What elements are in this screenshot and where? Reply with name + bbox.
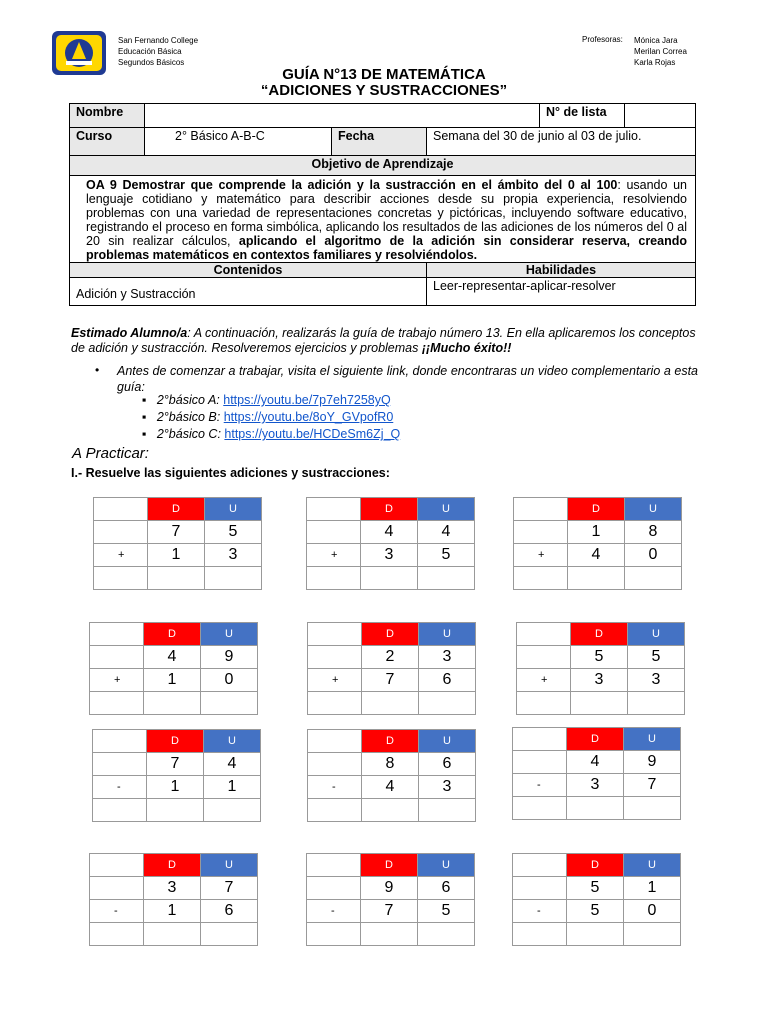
grid-blank [513,877,567,900]
top-tens: 7 [148,521,205,544]
units-header: U [205,498,262,521]
grid-corner [94,498,148,521]
link-row-b: ▪ 2°básico B: https://youtu.be/8oY_GVpofR0 [142,410,394,424]
info-table [69,103,696,306]
top-tens: 5 [567,877,624,900]
teachers-list [634,35,687,68]
top-tens: 3 [144,877,201,900]
grid-blank [93,753,147,776]
units-header: U [624,854,681,877]
tens-header: D [567,728,624,751]
grid-blank [308,646,362,669]
bottom-tens: 3 [567,774,624,797]
top-tens: 7 [147,753,204,776]
fecha-value: Semana del 30 de junio al 03 de julio. [427,128,696,156]
units-header: U [419,623,476,646]
top-units: 4 [418,521,475,544]
bottom-tens: 1 [147,776,204,799]
operator-sign: + [517,669,571,692]
contenidos-value: Adición y Sustracción [70,278,427,306]
link-label-b: 2°básico B: [156,410,221,424]
page-subtitle: “ADICIONES Y SUSTRACCIONES” [260,82,508,99]
bullet-text: Antes de comenzar a trabajar, visita el siguiente link, donde encontraras un video complementario a esta guía: [117,364,698,394]
top-units: 6 [418,877,475,900]
tens-header: D [362,730,419,753]
grid-corner [517,623,571,646]
units-header: U [624,728,681,751]
answer-tens[interactable] [144,692,201,715]
answer-blank [514,567,568,590]
top-units: 6 [419,753,476,776]
answer-blank [308,692,362,715]
tens-header: D [571,623,628,646]
grid-blank [308,753,362,776]
bottom-tens: 4 [362,776,419,799]
answer-units[interactable] [624,797,681,820]
top-tens: 4 [144,646,201,669]
answer-units[interactable] [205,567,262,590]
exercise-grid [307,622,476,715]
top-units: 8 [625,521,682,544]
tens-header: D [361,498,418,521]
bottom-units: 0 [624,900,681,923]
top-tens: 9 [361,877,418,900]
operator-sign: - [513,900,567,923]
answer-units[interactable] [418,567,475,590]
grid-blank [517,646,571,669]
tens-header: D [362,623,419,646]
operator-sign: - [90,900,144,923]
answer-tens[interactable] [148,567,205,590]
bottom-units: 1 [204,776,261,799]
bottom-units: 0 [625,544,682,567]
grid-corner [90,623,144,646]
practice-heading: A Practicar: [72,445,149,462]
curso-label: Curso [70,128,145,156]
teacher-1: Mónica Jara [634,36,678,45]
exercise-grid [89,853,258,946]
answer-units[interactable] [418,923,475,946]
answer-tens[interactable] [361,567,418,590]
bottom-units: 7 [624,774,681,797]
link-row-c: ▪ 2°básico C: https://youtu.be/HCDeSm6Zj_Q [142,427,401,441]
school-grade: Segundos Básicos [118,58,185,67]
units-header: U [201,623,258,646]
exercise-grid [306,853,475,946]
practice-instruction: I.- Resuelve las siguientes adiciones y sustracciones: [71,466,390,480]
units-header: U [419,730,476,753]
link-label-a: 2°básico A: [156,393,220,407]
nombre-field[interactable] [145,104,540,128]
answer-blank [307,567,361,590]
exercise-grid [307,729,476,822]
units-header: U [204,730,261,753]
estimado-label: Estimado Alumno/a [71,326,188,340]
link-c[interactable]: https://youtu.be/HCDeSm6Zj_Q [224,427,401,441]
answer-blank [513,923,567,946]
contenidos-label: Contenidos [70,263,427,278]
answer-tens[interactable] [567,797,624,820]
grid-corner [307,498,361,521]
operator-sign: + [307,544,361,567]
bottom-tens: 7 [362,669,419,692]
teacher-2: Merilan Correa [634,47,687,56]
answer-units[interactable] [628,692,685,715]
fecha-label: Fecha [332,128,427,156]
link-a[interactable]: https://youtu.be/7p7eh7258yQ [223,393,391,407]
teachers-label: Profesoras: [582,35,623,44]
lista-field[interactable] [625,104,696,128]
school-level: Educación Básica [118,47,182,56]
operator-sign: + [308,669,362,692]
top-units: 5 [628,646,685,669]
operator-sign: + [514,544,568,567]
bottom-tens: 5 [567,900,624,923]
bottom-units: 3 [628,669,685,692]
units-header: U [201,854,258,877]
exercise-grid [516,622,685,715]
top-units: 9 [201,646,258,669]
grid-blank [307,877,361,900]
answer-blank [94,567,148,590]
bottom-tens: 3 [361,544,418,567]
grid-corner [308,623,362,646]
grid-corner [90,854,144,877]
answer-tens[interactable] [362,692,419,715]
top-units: 5 [205,521,262,544]
units-header: U [628,623,685,646]
exercise-grid [93,497,262,590]
answer-units[interactable] [201,923,258,946]
top-tens: 2 [362,646,419,669]
oa-bold-1: OA 9 Demostrar que comprende la adición y la sustracción en el ámbito del 0 al 100 [86,178,618,192]
link-b[interactable]: https://youtu.be/8oY_GVpofR0 [223,410,394,424]
grid-corner [307,854,361,877]
answer-units[interactable] [625,567,682,590]
answer-blank [90,692,144,715]
answer-blank [513,797,567,820]
tens-header: D [568,498,625,521]
objetivo-label: Objetivo de Aprendizaje [70,156,696,176]
tens-header: D [567,854,624,877]
answer-units[interactable] [419,799,476,822]
bottom-units: 3 [205,544,262,567]
operator-sign: + [90,669,144,692]
tens-header: D [148,498,205,521]
top-units: 1 [624,877,681,900]
operator-sign: - [513,774,567,797]
answer-tens[interactable] [567,923,624,946]
tens-header: D [147,730,204,753]
bottom-units: 0 [201,669,258,692]
bottom-tens: 1 [144,669,201,692]
exercise-grid [512,727,681,820]
oa-bold-2: aplicando el algoritmo de la adición sin considerar reserva, creando problemas matemáticos en contextos familiares y resolviéndolos. [86,234,687,262]
link-row-a: ▪ 2°básico A: https://youtu.be/7p7eh7258yQ [142,393,391,407]
grid-blank [90,646,144,669]
exercise-grid [512,853,681,946]
answer-units[interactable] [201,692,258,715]
operator-sign: + [94,544,148,567]
bottom-tens: 3 [571,669,628,692]
link-label-c: 2°básico C: [156,427,221,441]
objetivo-text [70,176,696,263]
school-name: San Fernando College [118,36,199,45]
units-header: U [625,498,682,521]
exercise-grid [306,497,475,590]
lista-label: N° de lista [540,104,625,128]
bottom-units: 5 [418,544,475,567]
grid-corner [513,728,567,751]
answer-tens[interactable] [361,923,418,946]
bottom-tens: 7 [361,900,418,923]
grid-blank [513,751,567,774]
answer-tens[interactable] [362,799,419,822]
grid-blank [94,521,148,544]
estimado-text: : A continuación, realizarás la guía de trabajo número 13. En ella aplicaremos los conceptos de adición y sustracción. Resolveremos ejercicios y problemas [71,326,696,355]
tens-header: D [144,623,201,646]
bottom-units: 6 [419,669,476,692]
top-tens: 5 [571,646,628,669]
answer-units[interactable] [624,923,681,946]
grid-corner [308,730,362,753]
units-header: U [418,854,475,877]
grid-blank [307,521,361,544]
bottom-tens: 4 [568,544,625,567]
tens-header: D [361,854,418,877]
bullet-icon: • [95,363,100,377]
page-title: GUÍA N°13 DE MATEMÁTICA [282,66,486,83]
answer-tens[interactable] [144,923,201,946]
habilidades-value: Leer-representar-aplicar-resolver [427,278,696,306]
nombre-label: Nombre [70,104,145,128]
exito-text: ¡¡Mucho éxito!! [421,341,512,355]
top-tens: 4 [567,751,624,774]
answer-tens[interactable] [571,692,628,715]
teacher-3: Karla Rojas [634,58,676,67]
operator-sign: - [307,900,361,923]
bottom-tens: 1 [148,544,205,567]
operator-sign: - [93,776,147,799]
operator-sign: - [308,776,362,799]
intro-paragraph [71,326,698,356]
answer-units[interactable] [419,692,476,715]
answer-units[interactable] [204,799,261,822]
answer-blank [308,799,362,822]
top-units: 3 [419,646,476,669]
top-tens: 1 [568,521,625,544]
answer-blank [517,692,571,715]
grid-corner [514,498,568,521]
school-info [118,35,198,68]
bottom-units: 3 [419,776,476,799]
top-units: 4 [204,753,261,776]
bottom-units: 5 [418,900,475,923]
answer-tens[interactable] [147,799,204,822]
answer-tens[interactable] [568,567,625,590]
habilidades-label: Habilidades [427,263,696,278]
bottom-units: 6 [201,900,258,923]
tens-header: D [144,854,201,877]
oa-text: : usando un lenguaje cotidiano y matemático para describir acciones desde su propia experiencia, resolviendo problemas con una variedad de representaciones concretas y pictóricas, incluyendo software educativo, registrando el proceso en forma simbólica, aplicando los resultados de las adiciones de los números del 0 al 20 sin realizar cálculos, [86,178,687,248]
grid-corner [513,854,567,877]
answer-blank [90,923,144,946]
top-tens: 4 [361,521,418,544]
answer-blank [307,923,361,946]
units-header: U [418,498,475,521]
curso-value: 2° Básico A-B-C [145,128,332,156]
grid-blank [514,521,568,544]
top-tens: 8 [362,753,419,776]
top-units: 7 [201,877,258,900]
exercise-grid [92,729,261,822]
top-units: 9 [624,751,681,774]
answer-blank [93,799,147,822]
exercise-grid [89,622,258,715]
grid-blank [90,877,144,900]
grid-corner [93,730,147,753]
bottom-tens: 1 [144,900,201,923]
exercise-grid [513,497,682,590]
